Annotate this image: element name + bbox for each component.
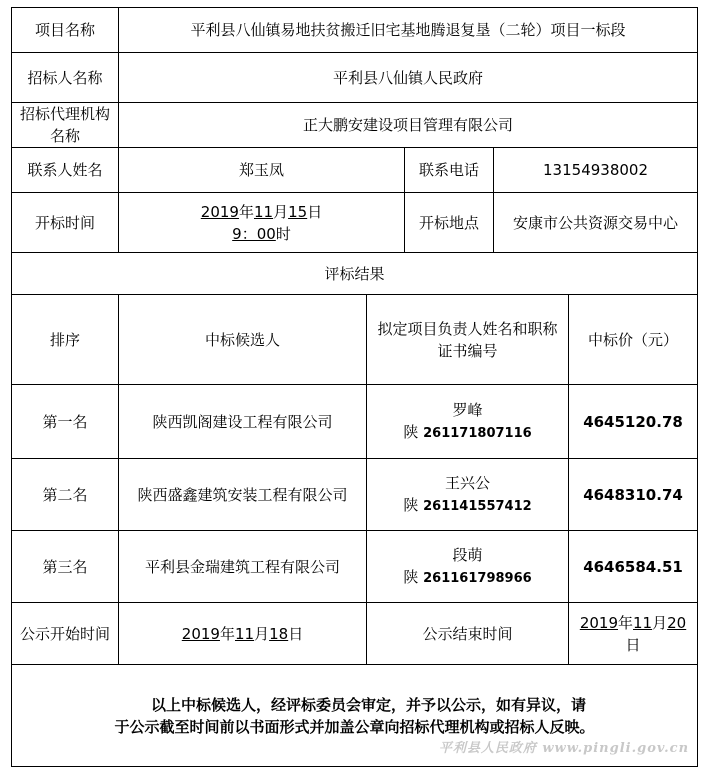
notice-line-1: 以上中标候选人，经评标委员会审定，并予以公示，如有异议，请 — [151, 695, 587, 714]
candidate-rank: 第一名 — [12, 385, 119, 459]
publicity-end-value — [569, 603, 698, 665]
opening-year-unit: 年 — [238, 202, 254, 221]
notice-text — [12, 665, 698, 767]
candidate-rank: 第三名 — [12, 531, 119, 603]
bid-result-table — [11, 7, 698, 767]
publicity-start-day-unit: 日 — [288, 624, 304, 643]
project-name-value: 平利县八仙镇易地扶贫搬迁旧宅基地腾退复垦（二轮）项目一标段 — [119, 8, 698, 53]
candidate-manager-cell — [367, 459, 569, 531]
tenderer-label: 招标人名称 — [12, 53, 119, 103]
candidate-manager-cell — [367, 531, 569, 603]
cert-number: 261171807116 — [423, 425, 532, 441]
publicity-end-day: 20 — [667, 613, 687, 632]
cert-prefix: 陕 — [403, 422, 419, 441]
candidate-manager: 罗峰 — [452, 400, 483, 419]
opening-time-value — [119, 193, 405, 253]
cert-number: 261161798966 — [423, 570, 532, 586]
agency-value: 正大鹏安建设项目管理有限公司 — [119, 103, 698, 148]
candidate-rank: 第二名 — [12, 459, 119, 531]
opening-hour: 9：00 — [232, 224, 276, 243]
publicity-start-year: 2019 — [181, 624, 220, 643]
candidate-price: 4646584.51 — [569, 531, 698, 603]
cert-prefix: 陕 — [403, 495, 419, 514]
header-price: 中标价（元） — [569, 295, 698, 385]
header-rank: 排序 — [12, 295, 119, 385]
opening-place-label: 开标地点 — [405, 193, 494, 253]
candidate-company: 陕西凯阁建设工程有限公司 — [119, 385, 367, 459]
contact-name-label: 联系人姓名 — [12, 148, 119, 193]
publicity-end-year-unit: 年 — [618, 613, 634, 632]
table-row — [12, 531, 698, 603]
results-title: 评标结果 — [12, 253, 698, 295]
publicity-end-label: 公示结束时间 — [367, 603, 569, 665]
publicity-end-day-unit: 日 — [625, 635, 641, 654]
candidate-company: 陕西盛鑫建筑安装工程有限公司 — [119, 459, 367, 531]
table-row — [12, 459, 698, 531]
candidate-company: 平利县金瑞建筑工程有限公司 — [119, 531, 367, 603]
header-manager: 拟定项目负责人姓名和职称证书编号 — [367, 295, 569, 385]
cert-number: 261141557412 — [423, 498, 532, 514]
site-watermark: 平利县人民政府 www.pingli.gov.cn — [438, 741, 690, 756]
tenderer-value: 平利县八仙镇人民政府 — [119, 53, 698, 103]
publicity-start-month: 11 — [234, 624, 255, 643]
opening-time-label: 开标时间 — [12, 193, 119, 253]
contact-name-value: 郑玉凤 — [119, 148, 405, 193]
candidate-manager: 王兴公 — [444, 473, 490, 492]
publicity-end-month: 11 — [633, 613, 653, 632]
candidate-price: 4648310.74 — [569, 459, 698, 531]
publicity-end-month-unit: 月 — [652, 613, 668, 632]
opening-month-unit: 月 — [273, 202, 289, 221]
opening-day: 15 — [288, 202, 308, 221]
publicity-start-year-unit: 年 — [219, 624, 235, 643]
opening-day-unit: 日 — [307, 202, 323, 221]
opening-place-value: 安康市公共资源交易中心 — [494, 193, 698, 253]
contact-phone-label: 联系电话 — [405, 148, 494, 193]
publicity-end-year: 2019 — [579, 613, 618, 632]
table-row — [12, 385, 698, 459]
candidate-price: 4645120.78 — [569, 385, 698, 459]
contact-phone-value: 13154938002 — [494, 148, 698, 193]
opening-hour-unit: 时 — [275, 224, 291, 243]
opening-month: 11 — [253, 202, 274, 221]
publicity-start-value — [119, 603, 367, 665]
header-candidate: 中标候选人 — [119, 295, 367, 385]
candidate-manager: 段萌 — [452, 545, 483, 564]
opening-year: 2019 — [200, 202, 239, 221]
notice-line-2: 于公示截至时间前以书面形式并加盖公章向招标代理机构或招标人反映。 — [114, 717, 595, 736]
agency-label: 招标代理机构名称 — [12, 103, 119, 148]
publicity-start-month-unit: 月 — [254, 624, 270, 643]
project-name-label: 项目名称 — [12, 8, 119, 53]
cert-prefix: 陕 — [403, 567, 419, 586]
candidate-manager-cell — [367, 385, 569, 459]
publicity-start-label: 公示开始时间 — [12, 603, 119, 665]
publicity-start-day: 18 — [269, 624, 289, 643]
